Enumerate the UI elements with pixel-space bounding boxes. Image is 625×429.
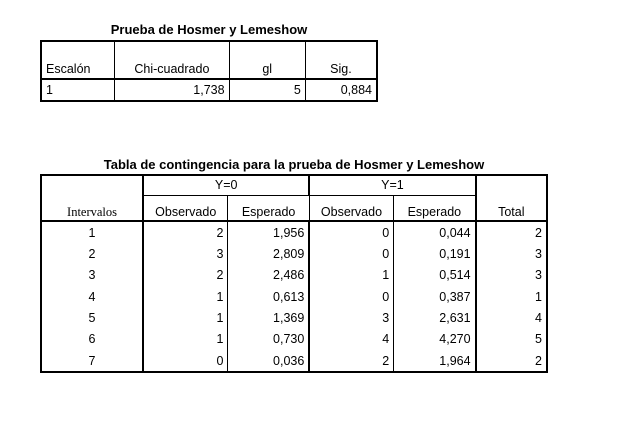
cell-total: 5	[476, 328, 547, 349]
cell-esperado-y0: 2,809	[228, 243, 309, 264]
total-header-top	[476, 175, 547, 196]
cell-observado-y1: 0	[309, 221, 393, 243]
group-header-y1: Y=1	[309, 175, 475, 196]
table-row	[41, 286, 547, 307]
header-gl: gl	[229, 41, 305, 79]
cell-observado-y1: 0	[309, 286, 393, 307]
cell-observado-y1: 3	[309, 307, 393, 328]
header-esperado-y1: Esperado	[394, 196, 476, 222]
cell-esperado-y0: 1,956	[228, 221, 309, 243]
cell-sig: 0,884	[305, 79, 377, 101]
table-row	[41, 243, 547, 264]
cell-esperado-y0: 1,369	[228, 307, 309, 328]
table-row	[41, 328, 547, 349]
cell-total: 4	[476, 307, 547, 328]
cell-observado-y0: 1	[216, 289, 224, 304]
cell-esperado-y1: 2,631	[394, 307, 476, 328]
cell-observado-y0: 1	[216, 332, 224, 347]
header-observado-y0: Observado	[143, 196, 228, 222]
table-row	[41, 350, 547, 372]
table-row	[41, 307, 547, 328]
cell-total: 2	[476, 221, 547, 243]
cell-observado-y1: 4	[309, 328, 393, 349]
cell-observado-y0: 3	[216, 247, 224, 262]
cell-esperado-y1: 0,387	[394, 286, 476, 307]
corner-cell	[41, 175, 143, 196]
cell-chi-cuadrado: 1,738	[115, 79, 229, 101]
cell-esperado-y1: 1,964	[394, 350, 476, 372]
cell-intervalo: 5	[41, 307, 143, 328]
cell-observado-y1: 0	[309, 243, 393, 264]
header-chi-cuadrado: Chi-cuadrado	[115, 41, 229, 79]
cell-intervalo: 3	[41, 265, 143, 286]
sub-header-row	[41, 196, 547, 222]
header-sig: Sig.	[305, 41, 377, 79]
cell-total: 1	[476, 286, 547, 307]
cell-esperado-y0: 0,036	[228, 350, 309, 372]
table-row	[41, 221, 547, 243]
table-header-row	[41, 41, 377, 79]
header-total: Total	[476, 196, 547, 222]
cell-observado-y0: 0	[216, 353, 224, 368]
hosmer-lemeshow-title: Prueba de Hosmer y Lemeshow	[110, 22, 308, 37]
group-header-y0: Y=0	[143, 175, 309, 196]
cell-esperado-y0: 0,613	[228, 286, 309, 307]
cell-total: 3	[476, 243, 547, 264]
cell-escalon: 1	[41, 79, 115, 101]
cell-esperado-y1: 0,514	[394, 265, 476, 286]
cell-gl: 5	[229, 79, 305, 101]
hosmer-lemeshow-table	[40, 40, 378, 102]
cell-esperado-y1: 4,270	[394, 328, 476, 349]
header-escalon: Escalón	[41, 41, 115, 79]
cell-esperado-y1: 0,044	[394, 221, 476, 243]
cell-total: 3	[476, 265, 547, 286]
cell-observado-y1: 1	[309, 265, 393, 286]
cell-intervalo: 6	[41, 328, 143, 349]
cell-esperado-y1: 0,191	[394, 243, 476, 264]
cell-observado-y0: 2	[216, 268, 224, 283]
cell-esperado-y0: 2,486	[228, 265, 309, 286]
cell-intervalo: 1	[41, 221, 143, 243]
cell-intervalo: 4	[41, 286, 143, 307]
cell-intervalo: 7	[41, 350, 143, 372]
cell-total: 2	[476, 350, 547, 372]
table-row	[41, 79, 377, 101]
cell-intervalo: 2	[41, 243, 143, 264]
cell-observado-y1: 2	[309, 350, 393, 372]
contingency-table	[40, 174, 548, 373]
cell-esperado-y0: 0,730	[228, 328, 309, 349]
cell-observado-y0: 1	[216, 311, 224, 326]
header-observado-y1: Observado	[309, 196, 393, 222]
header-intervalos: Intervalos	[41, 196, 143, 222]
cell-observado-y0: 2	[216, 225, 224, 240]
group-header-row	[41, 175, 547, 196]
contingency-table-title: Tabla de contingencia para la prueba de Hosmer y Lemeshow	[103, 157, 485, 172]
header-esperado-y0: Esperado	[228, 196, 309, 222]
table-row	[41, 265, 547, 286]
